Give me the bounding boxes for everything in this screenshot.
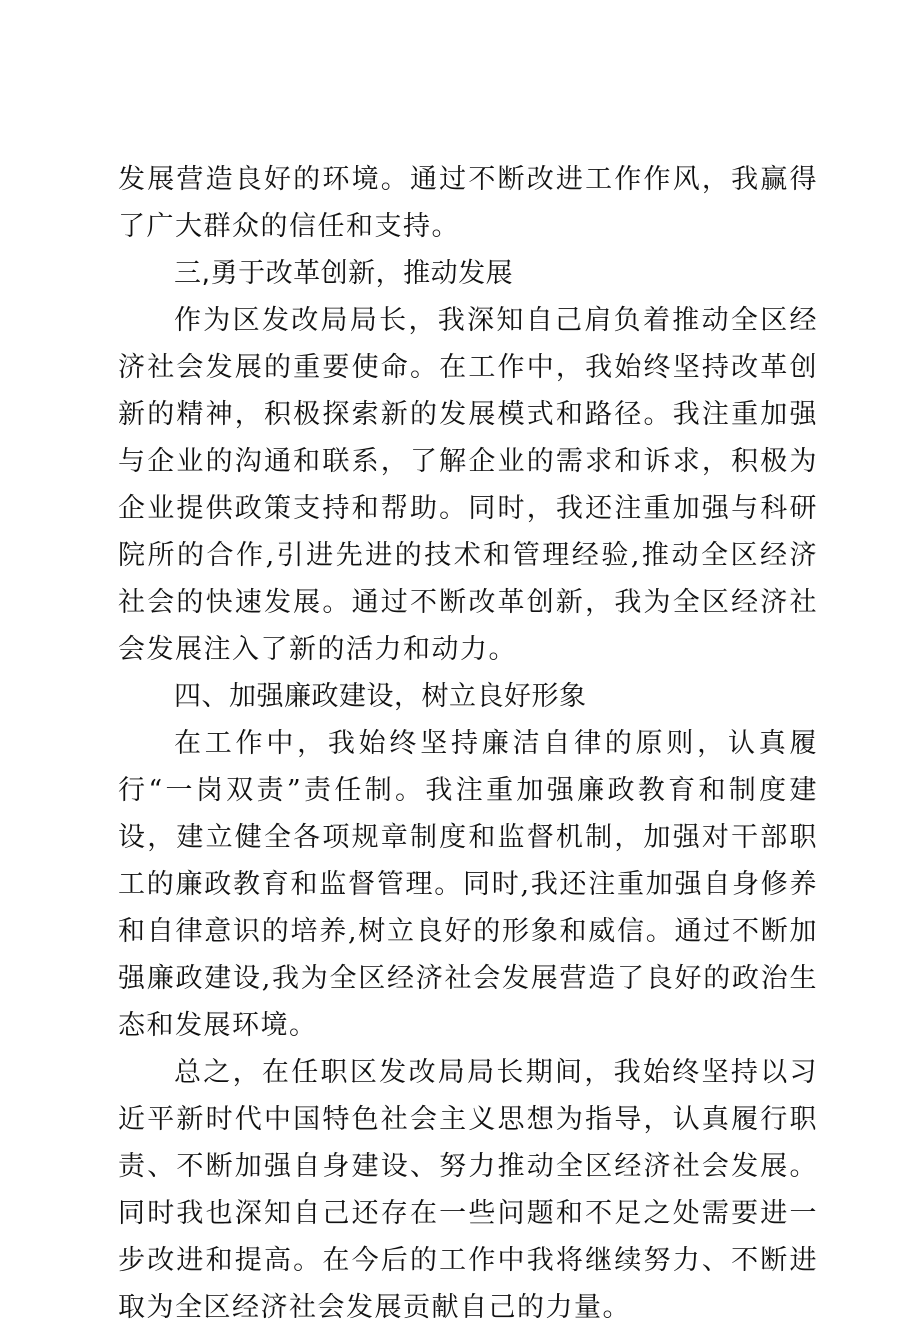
paragraph-continued: 发展营造良好的环境。通过不断改进工作作风，我赢得了广大群众的信任和支持。: [118, 164, 818, 242]
paragraph-reform-innovation: 作为区发改局局长，我深知自己肩负着推动全区经济社会发展的重要使命。在工作中，我始终坚持改革创新的精神，积极探索新的发展模式和路径。我注重加强与企业的沟通和联系，了解企业的需求和诉求，积极为企业提供政策支持和帮助。同时，我还注重加强与科研院所的合作,引进先进的技术和管理经验,推动全区经济社会的快速发展。通过不断改革创新，我为全区经济社会发展注入了新的活力和动力。: [118, 305, 818, 665]
section-heading-3: 三,勇于改革创新，推动发展: [174, 258, 514, 289]
paragraph-integrity-building: 在工作中，我始终坚持廉洁自律的原则，认真履行“一岗双责”责任制。我注重加强廉政教育和制度建设，建立健全各项规章制度和监督机制，加强对干部职工的廉政教育和监督管理。同时,我还注重加强自身修养和自律意识的培养,树立良好的形象和威信。通过不断加强廉政建设,我为全区经济社会发展营造了良好的政治生态和发展环境。: [118, 728, 818, 1041]
document-body: [118, 156, 818, 1331]
paragraph-conclusion: 总之，在任职区发改局局长期间，我始终坚持以习近平新时代中国特色社会主义思想为指导，认真履行职责、不断加强自身建设、努力推动全区经济社会发展。同时我也深知自己还存在一些问题和不足之处需要进一步改进和提高。在今后的工作中我将继续努力、不断进取为全区经济社会发展贡献自己的力量。: [118, 1057, 818, 1323]
section-heading-4: 四、加强廉政建设，树立良好形象: [174, 681, 587, 712]
